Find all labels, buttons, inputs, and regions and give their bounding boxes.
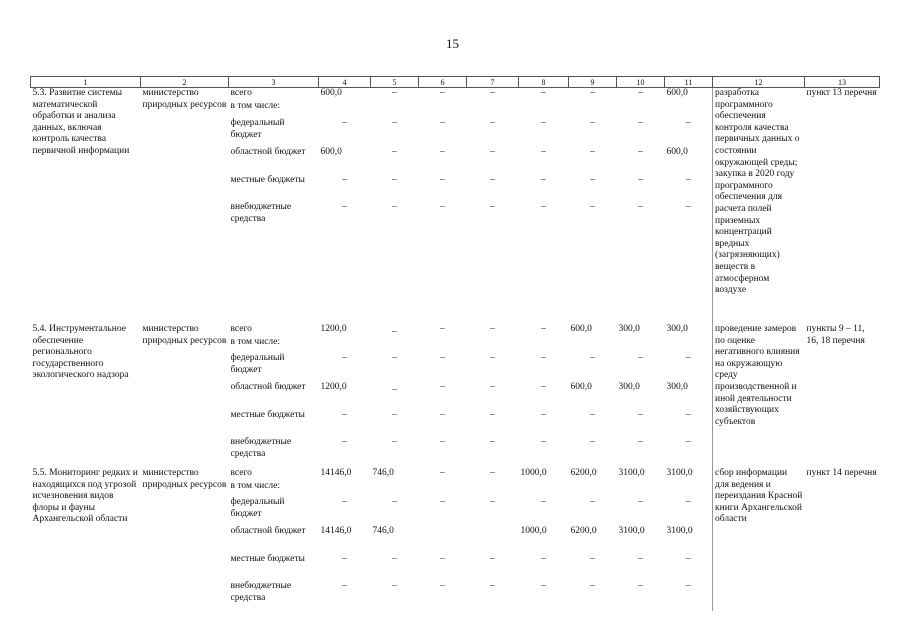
value-cell: –	[440, 147, 445, 157]
value-cell: –	[638, 497, 643, 507]
value-cell: –	[490, 497, 495, 507]
value-cell: –	[440, 88, 445, 98]
value-cell: –	[342, 353, 347, 363]
value-cell: 14146,0	[320, 526, 352, 536]
value-column-8	[519, 88, 569, 325]
value-cell	[421, 481, 465, 497]
value-cell: –	[440, 581, 445, 591]
value-cell: –	[541, 581, 546, 591]
value-cell: –	[490, 353, 495, 363]
funding-source-label: внебюджетные средства	[230, 581, 292, 603]
expected-result: разработка программного обеспечения контроля качества первичных данных о состоянии окружающей среды; закупка в 2020 году программного обеспечения для расчета полей приземных концентраций вредных (загрязняющих) веществ в атмосферном воздухе	[715, 88, 800, 296]
value-column-6	[419, 324, 467, 468]
value-column-10	[617, 324, 665, 468]
value-cell: 3100,0	[618, 526, 645, 536]
value-cell: –	[590, 581, 595, 591]
value-column-7	[467, 324, 519, 468]
funding-source-label: в том числе:	[230, 337, 281, 347]
value-column-5	[371, 468, 419, 611]
value-cell	[667, 337, 711, 353]
value-cell	[421, 337, 465, 353]
value-cell: –	[590, 353, 595, 363]
value-column-10	[617, 88, 665, 325]
funding-source-label: федеральный бюджет	[230, 497, 285, 519]
value-cell: –	[541, 554, 546, 564]
target-indicator: пункты 9 – 11, 16, 18 перечня	[806, 324, 865, 346]
value-cell: –	[638, 410, 643, 420]
funding-source-label: внебюджетные средства	[230, 202, 292, 224]
measure-name: 5.5. Мониторинг редких и находящихся под угрозой исчезновения видов флоры и фауны Архангельской области	[32, 468, 138, 525]
value-cell: –	[440, 468, 445, 478]
value-cell: –	[541, 88, 546, 98]
funding-source-label: в том числе:	[230, 481, 281, 491]
column-header-2: 2	[141, 77, 229, 88]
value-cell	[571, 101, 615, 118]
expected-result: проведение замеров по оценке негативного влияния на окружающую среду производственной и иной деятельности хозяйствующих субъектов	[715, 324, 800, 427]
value-cell	[469, 526, 517, 554]
value-cell: –	[685, 581, 691, 591]
measure-name: 5.4. Инструментальное обеспечение регионального государственного экологического надзора	[32, 324, 129, 381]
value-cell: –	[342, 202, 347, 212]
funding-source-label: всего	[230, 324, 252, 334]
value-cell: –	[541, 147, 546, 157]
funding-source-label: областной бюджет	[230, 526, 306, 536]
value-cell	[521, 481, 567, 497]
value-cell: 14146,0	[320, 468, 352, 478]
funding-source-label: в том числе:	[230, 101, 281, 111]
page-number: 15	[446, 36, 459, 51]
value-cell: –	[342, 118, 347, 128]
expected-result: сбор информации для ведения и переиздания Красной книги Архангельской области	[715, 468, 803, 525]
value-cell: –	[541, 437, 546, 447]
value-cell: –	[638, 118, 643, 128]
value-column-7	[467, 88, 519, 325]
value-cell: –	[541, 410, 546, 420]
value-cell: 1200,0	[320, 324, 347, 334]
value-cell: –	[392, 202, 397, 212]
value-column-8	[519, 468, 569, 611]
funding-source-label: всего	[230, 88, 252, 98]
value-cell: –	[590, 410, 595, 420]
value-cell: –	[490, 147, 495, 157]
value-cell: –	[342, 437, 347, 447]
value-cell: –	[440, 554, 445, 564]
value-cell	[321, 481, 369, 497]
value-cell	[373, 481, 417, 497]
funding-source-label: местные бюджеты	[230, 175, 305, 185]
value-cell: 600,0	[570, 324, 592, 334]
value-cell: –	[590, 437, 595, 447]
program-measures-table	[30, 76, 880, 611]
executor: министерство природных ресурсов	[142, 324, 227, 346]
value-cell	[619, 101, 663, 118]
column-header-7: 7	[467, 77, 519, 88]
value-cell: –	[392, 147, 397, 157]
column-header-9: 9	[569, 77, 617, 88]
value-cell: –	[638, 554, 643, 564]
value-cell: –	[392, 581, 397, 591]
value-cell: –	[638, 581, 643, 591]
value-cell: –	[392, 554, 397, 564]
value-cell: 746,0	[372, 526, 394, 536]
table-row	[31, 468, 880, 611]
value-cell: –	[490, 88, 495, 98]
value-cell: –	[392, 118, 397, 128]
value-cell: 600,0	[320, 147, 342, 157]
value-cell: –	[392, 175, 397, 185]
value-column-4	[319, 88, 371, 325]
target-indicator: пункт 13 перечня	[806, 88, 877, 98]
funding-sources	[229, 468, 319, 611]
value-column-4	[319, 324, 371, 468]
value-cell: –	[490, 202, 495, 212]
value-cell: –	[490, 324, 495, 334]
column-header-8: 8	[519, 77, 569, 88]
value-cell: –	[590, 175, 595, 185]
value-column-9	[569, 468, 617, 611]
column-header-4: 4	[319, 77, 371, 88]
value-cell: –	[342, 175, 347, 185]
value-cell: –	[490, 554, 495, 564]
value-column-11	[665, 324, 713, 468]
value-cell: –	[490, 468, 495, 478]
value-cell: –	[490, 175, 495, 185]
value-cell: –	[392, 88, 397, 98]
value-cell: –	[685, 497, 691, 507]
value-cell: –	[440, 437, 445, 447]
value-column-6	[419, 88, 467, 325]
value-cell: 3100,0	[666, 526, 693, 536]
column-header-6: 6	[419, 77, 467, 88]
value-cell: 1200,0	[320, 382, 347, 392]
value-column-8	[519, 324, 569, 468]
value-column-5	[371, 88, 419, 325]
value-cell: –	[590, 497, 595, 507]
value-cell: –	[392, 353, 397, 363]
value-cell: 3100,0	[618, 468, 645, 478]
value-cell: 600,0	[666, 88, 688, 98]
value-cell: –	[490, 410, 495, 420]
value-cell	[521, 101, 567, 118]
value-cell	[321, 101, 369, 118]
value-cell: –	[490, 581, 495, 591]
value-cell: –	[440, 202, 445, 212]
value-cell: –	[638, 147, 643, 157]
value-cell: –	[392, 410, 397, 420]
funding-source-label: федеральный бюджет	[230, 118, 285, 140]
value-cell: –	[440, 324, 445, 334]
value-cell: –	[541, 353, 546, 363]
value-cell: –	[638, 202, 643, 212]
value-cell	[521, 337, 567, 353]
value-cell	[373, 337, 417, 353]
value-column-9	[569, 324, 617, 468]
value-cell	[421, 526, 465, 554]
value-cell: 600,0	[320, 88, 342, 98]
header-row	[31, 77, 880, 88]
value-cell: –	[541, 497, 546, 507]
value-cell: 1000,0	[520, 526, 547, 536]
value-cell: –	[440, 118, 445, 128]
value-cell: –	[541, 324, 546, 334]
value-cell	[421, 101, 465, 118]
value-cell: –	[590, 554, 595, 564]
value-cell	[619, 337, 663, 353]
funding-source-label: федеральный бюджет	[230, 353, 285, 375]
funding-sources	[229, 88, 319, 325]
value-cell: 1000,0	[520, 468, 547, 478]
value-cell: –	[541, 382, 546, 392]
value-cell: –	[541, 175, 546, 185]
funding-source-label: областной бюджет	[230, 382, 306, 392]
value-cell: –	[490, 382, 495, 392]
measure-name: 5.3. Развитие системы математической обработки и анализа данных, включая контроль качества первичной информации	[32, 88, 130, 156]
value-cell: –	[440, 175, 445, 185]
value-cell: _	[392, 382, 397, 392]
value-cell: –	[590, 118, 595, 128]
value-cell: –	[440, 353, 445, 363]
value-column-5	[371, 324, 419, 468]
value-cell	[469, 101, 517, 118]
value-cell: 600,0	[666, 147, 688, 157]
value-cell	[469, 481, 517, 497]
value-cell: 300,0	[666, 382, 688, 392]
funding-source-label: внебюджетные средства	[230, 437, 292, 459]
value-cell: –	[685, 437, 691, 447]
value-cell	[469, 337, 517, 353]
value-cell: –	[638, 353, 643, 363]
value-cell	[571, 337, 615, 353]
value-cell	[667, 481, 711, 497]
value-cell: –	[590, 202, 595, 212]
value-cell: –	[541, 202, 546, 212]
funding-source-label: всего	[230, 468, 252, 478]
column-header-12: 12	[713, 77, 805, 88]
value-cell: –	[440, 410, 445, 420]
funding-source-label: областной бюджет	[230, 147, 306, 157]
value-cell: –	[342, 554, 347, 564]
column-header-10: 10	[617, 77, 665, 88]
value-column-11	[665, 468, 713, 611]
column-header-5: 5	[371, 77, 419, 88]
value-cell: –	[440, 382, 445, 392]
table-row	[31, 88, 880, 325]
value-cell: –	[685, 175, 691, 185]
column-header-13: 13	[805, 77, 880, 88]
column-header-1: 1	[31, 77, 141, 88]
value-cell: –	[638, 437, 643, 447]
table-row	[31, 324, 880, 468]
value-cell: –	[440, 497, 445, 507]
value-cell: _	[392, 324, 397, 334]
value-cell: –	[638, 175, 643, 185]
value-cell: 6200,0	[570, 468, 597, 478]
value-column-4	[319, 468, 371, 611]
value-cell: –	[342, 581, 347, 591]
value-cell: 3100,0	[666, 468, 693, 478]
value-cell	[667, 101, 711, 118]
value-cell: 6200,0	[570, 526, 597, 536]
value-column-9	[569, 88, 617, 325]
target-indicator: пункт 14 перечня	[806, 468, 877, 478]
value-cell: 300,0	[618, 324, 640, 334]
value-cell	[321, 337, 369, 353]
value-cell	[619, 481, 663, 497]
value-column-11	[665, 88, 713, 325]
value-cell: 746,0	[372, 468, 394, 478]
value-cell	[373, 101, 417, 118]
value-cell: –	[490, 118, 495, 128]
value-column-10	[617, 468, 665, 611]
value-cell: –	[590, 147, 595, 157]
value-cell: –	[490, 437, 495, 447]
value-cell	[571, 481, 615, 497]
executor: министерство природных ресурсов	[142, 468, 227, 490]
value-cell: –	[685, 410, 691, 420]
value-cell: –	[342, 410, 347, 420]
value-cell: –	[685, 353, 691, 363]
value-cell: 600,0	[570, 382, 592, 392]
value-cell: –	[685, 554, 691, 564]
value-cell: –	[685, 118, 691, 128]
value-cell: –	[392, 497, 397, 507]
funding-source-label: местные бюджеты	[230, 554, 305, 564]
value-column-7	[467, 468, 519, 611]
value-cell: –	[392, 437, 397, 447]
funding-sources	[229, 324, 319, 468]
value-cell: –	[638, 88, 643, 98]
value-cell: –	[685, 202, 691, 212]
column-header-3: 3	[229, 77, 319, 88]
funding-source-label: местные бюджеты	[230, 410, 305, 420]
column-header-11: 11	[665, 77, 713, 88]
value-cell: –	[590, 88, 595, 98]
value-cell: 300,0	[666, 324, 688, 334]
value-cell: –	[342, 497, 347, 507]
value-cell: 300,0	[618, 382, 640, 392]
executor: министерство природных ресурсов	[142, 88, 227, 110]
value-cell: –	[541, 118, 546, 128]
value-column-6	[419, 468, 467, 611]
